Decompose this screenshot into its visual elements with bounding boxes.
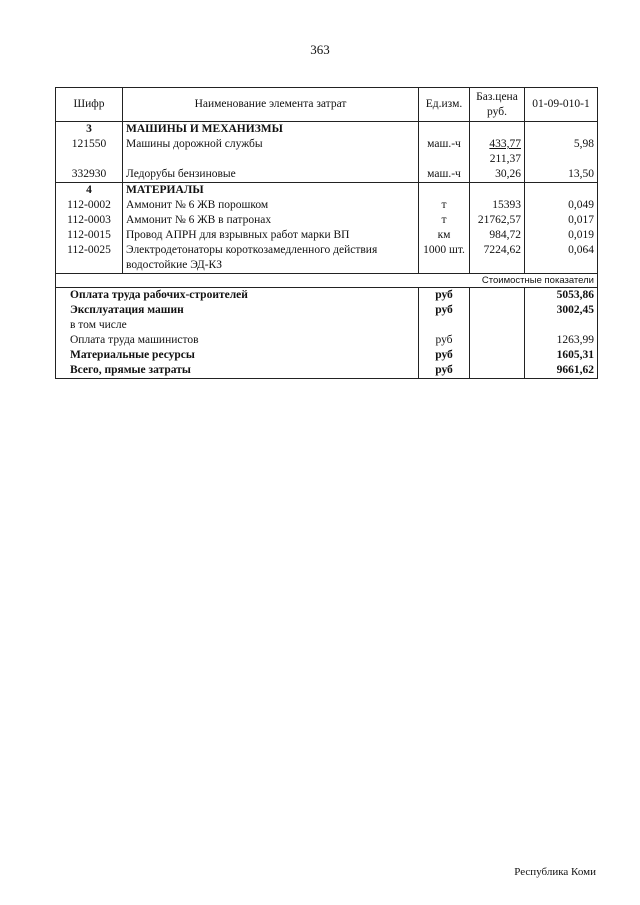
row-price [470,137,525,167]
summary-name: Материальные ресурсы [56,348,419,363]
row-price: 984,72 [470,228,525,243]
section-row [56,122,598,138]
summary-unit: руб [419,348,470,363]
row-code: 332930 [56,167,123,183]
summary-value [525,318,598,333]
section-title: МАШИНЫ И МЕХАНИЗМЫ [123,122,419,138]
table-row [56,243,598,274]
summary-unit: руб [419,303,470,318]
summary-row [56,303,598,318]
row-code: 112-0002 [56,198,123,213]
row-norm: 0,017 [525,213,598,228]
summary-row [56,288,598,304]
table-header-row [56,88,598,122]
summary-unit [419,318,470,333]
table-row [56,137,598,167]
row-norm: 0,049 [525,198,598,213]
row-unit: км [419,228,470,243]
header-code: Шифр [56,88,123,122]
row-name: Машины дорожной службы [123,137,419,167]
row-price: 30,26 [470,167,525,183]
row-name: Аммонит № 6 ЖВ порошком [123,198,419,213]
summary-unit: руб [419,333,470,348]
summary-unit: руб [419,363,470,379]
row-unit: маш.-ч [419,167,470,183]
row-price: 21762,57 [470,213,525,228]
row-code: 121550 [56,137,123,167]
row-price-secondary: 211,37 [489,153,521,165]
row-price-primary: 433,77 [489,138,521,150]
cost-caption-row [56,274,598,288]
row-unit: т [419,198,470,213]
summary-unit: руб [419,288,470,304]
footer-region: Республика Коми [514,866,596,878]
summary-value: 1263,99 [525,333,598,348]
summary-row [56,333,598,348]
table-row [56,198,598,213]
summary-value: 3002,45 [525,303,598,318]
summary-row [56,348,598,363]
summary-name: Всего, прямые затраты [56,363,419,379]
row-name: Аммонит № 6 ЖВ в патронах [123,213,419,228]
table-row [56,167,598,183]
row-unit: 1000 шт. [419,243,470,274]
row-price: 7224,62 [470,243,525,274]
summary-name: в том числе [56,318,419,333]
header-name: Наименование элемента затрат [123,88,419,122]
row-norm: 0,019 [525,228,598,243]
row-code: 112-0015 [56,228,123,243]
section-code: 3 [56,122,123,138]
summary-value: 9661,62 [525,363,598,379]
header-unit: Ед.изм. [419,88,470,122]
summary-name: Оплата труда рабочих-строителей [56,288,419,304]
row-code: 112-0003 [56,213,123,228]
row-code: 112-0025 [56,243,123,274]
summary-row [56,318,598,333]
summary-row [56,363,598,379]
row-price: 15393 [470,198,525,213]
row-name: Электродетонаторы короткозамедленного действия водостойкие ЭД-КЗ [123,243,419,274]
summary-value: 5053,86 [525,288,598,304]
row-norm: 13,50 [525,167,598,183]
cost-caption: Стоимостные показатели [56,274,598,288]
section-row [56,183,598,199]
table-row [56,228,598,243]
page-number: 363 [310,42,330,57]
header-base-price: Баз.цена руб. [470,88,525,122]
header-norm: 01-09-010-1 [525,88,598,122]
section-code: 4 [56,183,123,199]
row-name: Провод АПРН для взрывных работ марки ВП [123,228,419,243]
row-unit: т [419,213,470,228]
table-row [56,213,598,228]
summary-value: 1605,31 [525,348,598,363]
row-norm: 5,98 [525,137,598,167]
section-title: МАТЕРИАЛЫ [123,183,419,199]
row-norm: 0,064 [525,243,598,274]
summary-name: Эксплуатация машин [56,303,419,318]
row-unit: маш.-ч [419,137,470,167]
summary-name: Оплата труда машинистов [56,333,419,348]
row-name: Ледорубы бензиновые [123,167,419,183]
cost-table [55,87,598,379]
